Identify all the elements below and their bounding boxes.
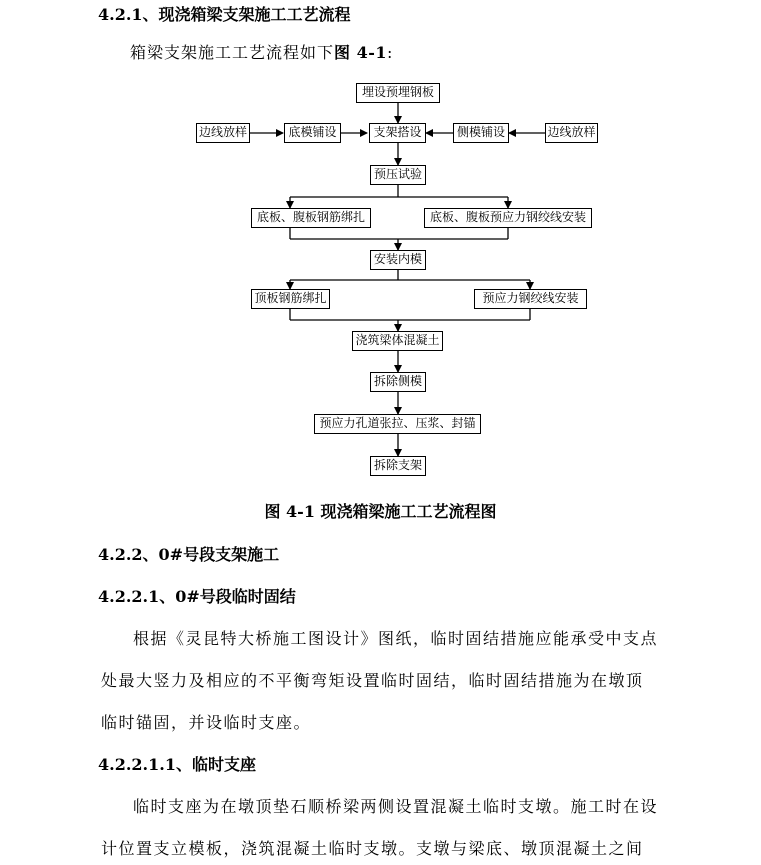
flow-box-prestress-strand: 预应力钢绞线安装 (474, 289, 587, 309)
flow-box-top-rebar: 顶板钢筋绑扎 (251, 289, 330, 309)
flow-box-side-form: 侧模铺设 (453, 123, 509, 143)
flow-box-support-erect: 支架搭设 (369, 123, 426, 143)
flow-box-sideline-right: 边线放样 (545, 123, 598, 143)
figure-reference: 图 4-1 (334, 43, 387, 62)
paragraph-1-line-2: 处最大竖力及相应的不平衡弯矩设置临时固结，临时固结措施为在墩顶 (101, 671, 644, 690)
paragraph-1-line-1: 根据《灵昆特大桥施工图设计》图纸，临时固结措施应能承受中支点 (133, 629, 659, 648)
flow-box-bottom-form: 底模铺设 (284, 123, 341, 143)
flow-box-sideline-left: 边线放样 (196, 123, 250, 143)
flow-box-bottom-web-rebar: 底板、腹板钢筋绑扎 (251, 208, 371, 228)
flow-box-embed-plate: 埋设预埋钢板 (356, 83, 440, 103)
flow-box-remove-side-form: 拆除侧模 (370, 372, 426, 392)
paragraph-2-line-1: 临时支座为在墩顶垫石顺桥梁两侧设置混凝土临时支墩。施工时在设 (133, 797, 659, 816)
flow-box-bottom-web-strand: 底板、腹板预应力钢绞线安装 (424, 208, 592, 228)
flow-box-preload: 预压试验 (370, 165, 426, 185)
section-heading-4-2-2-1-1: 4.2.2.1.1、临时支座 (98, 755, 256, 774)
flow-box-tension-grout: 预应力孔道张拉、压浆、封锚 (314, 414, 481, 434)
section-heading-4-2-2-1: 4.2.2.1、0#号段临时固结 (98, 587, 296, 606)
figure-caption: 图 4-1 现浇箱梁施工工艺流程图 (264, 502, 497, 521)
flow-box-pour-concrete: 浇筑梁体混凝土 (352, 331, 443, 351)
paragraph-1-line-3: 临时锚固，并设临时支座。 (101, 713, 312, 732)
section-heading-4-2-1: 4.2.1、现浇箱梁支架施工工艺流程 (98, 5, 351, 24)
paragraph-2-line-2: 计位置支立模板，浇筑混凝土临时支墩。支墩与梁底、墩顶混凝土之间 (101, 839, 644, 858)
flow-box-remove-support: 拆除支架 (370, 456, 426, 476)
section-heading-4-2-2: 4.2.2、0#号段支架施工 (98, 545, 280, 564)
intro-colon: : (387, 43, 394, 62)
flow-box-inner-form: 安装内模 (370, 250, 426, 270)
intro-text: 箱梁支架施工工艺流程如下 (130, 43, 335, 62)
